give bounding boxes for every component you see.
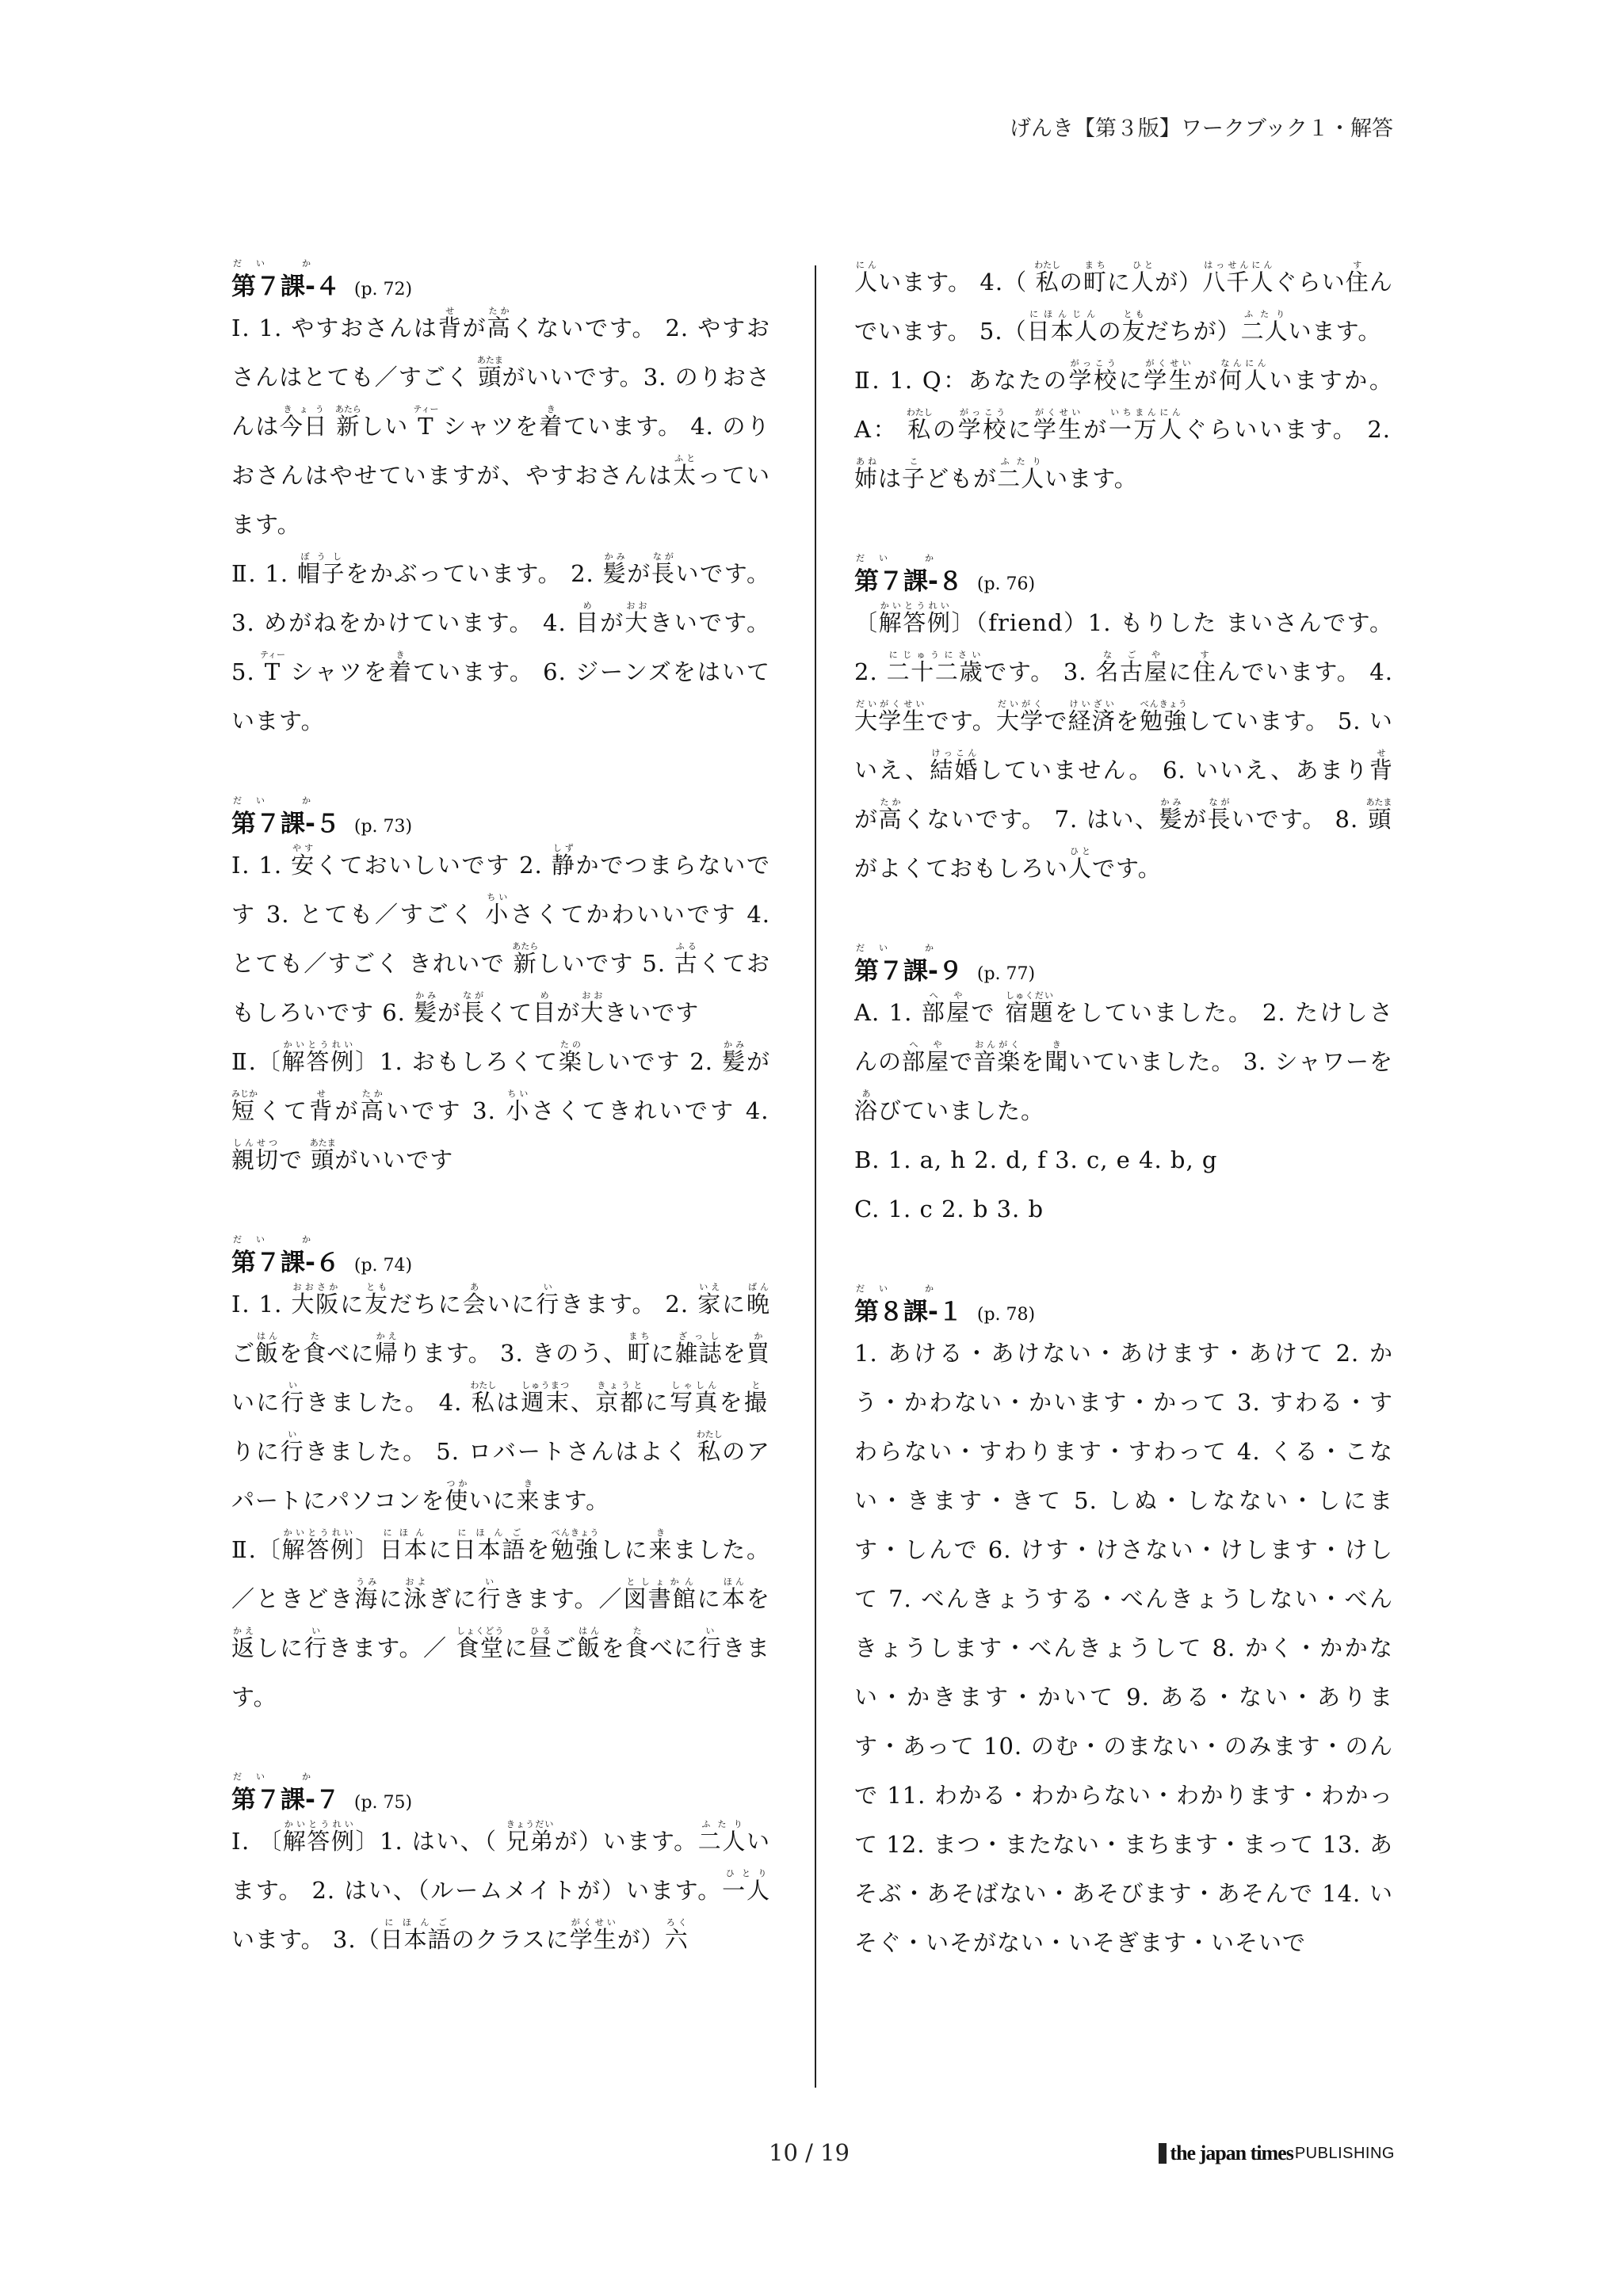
lesson-title-ruby: だい か (856, 1283, 948, 1294)
lesson-title: 第８課-１ (854, 1298, 963, 1326)
answer-paragraph: Ⅰ. 〔解答例かいとうれい〕1. はい、（ 兄弟きょうだいが）います。二人ふたりいます。 2. はい、（ルームメイトが）います。一人ひとりいます。 3.（日本語にほんごのクラスに学生がくせいが）六ろく (231, 1819, 770, 1953)
answer-paragraph: Ⅱ.〔解答例かいとうれい〕日本にほんに日本語にほんごを勉強べんきょうしに来きました。／ときどき海うみに泳およぎに行いきます。／図書館としょかんに本ほんを返かえしに行いきます。／ 食堂しょくどうに昼ひるご飯はんを食たべに行いきます。 (231, 1527, 770, 1711)
lesson-heading (854, 565, 1393, 598)
answer-paragraph: Ⅱ.〔解答例かいとうれい〕1. おもしろくて楽たのしいです 2. 髪かみが 短みじかくて背せが高たかいです 3. 小ちいさくてきれいです 4. 親切しんせつで 頭あたまがいいです (231, 1039, 770, 1173)
lesson-page-ref: (p. 74) (353, 1256, 413, 1276)
lesson-heading (854, 1295, 1393, 1329)
lesson-page-ref: (p. 76) (976, 574, 1036, 594)
column-divider (815, 265, 816, 2088)
answer-text (231, 841, 770, 1184)
lesson-section (231, 795, 770, 1184)
lesson-section (854, 552, 1393, 893)
lesson-section (854, 1283, 1393, 1967)
lesson-title-ruby: だい か (856, 943, 948, 953)
right-column (854, 257, 1393, 2016)
lesson-title: 第７課-６ (231, 1249, 340, 1277)
publisher-suffix: PUBLISHING (1294, 2144, 1395, 2162)
answer-paragraph: Ⅱ. 1. 帽子ぼうしをかぶっています。 2. 髪かみが長ながいです。 3. めがねをかけています。 4. 目めが大おおきいです。 5. Tティー シャツを着きています。 6. ジーンズをはいています。 (231, 551, 770, 734)
publisher-logo-icon (1159, 2143, 1167, 2164)
answer-text (854, 988, 1393, 1234)
lesson-section (854, 257, 1393, 503)
left-column (231, 257, 770, 2013)
answer-paragraph: B. 1. a, h 2. d, f 3. c, e 4. b, g (854, 1146, 1218, 1173)
lesson-section (231, 1771, 770, 1964)
lesson-page-ref: (p. 77) (976, 964, 1036, 984)
answer-paragraph: 人にんいます。 4.（ 私わたしの町まちに人ひとが）八千人はっせんにんぐらい住すんでいます。 5.（日本人にほんじんの友ともだちが）二人ふたりいます。 (854, 260, 1393, 345)
answer-paragraph: C. 1. c 2. b 3. b (854, 1196, 1044, 1222)
lesson-heading (231, 270, 770, 303)
lesson-title-ruby: だい か (233, 795, 325, 806)
lesson-section (854, 942, 1393, 1234)
answer-text (231, 303, 770, 746)
answer-text (854, 1329, 1393, 1967)
lesson-title-ruby: だい か (233, 1772, 325, 1782)
lesson-title-ruby: だい か (233, 1234, 325, 1245)
lesson-page-ref: (p. 73) (353, 817, 413, 837)
answer-text (854, 257, 1393, 503)
lesson-section (231, 257, 770, 746)
lesson-title: 第７課-４ (231, 273, 340, 301)
publisher-name: the japan times (1170, 2142, 1293, 2164)
lesson-section (231, 1234, 770, 1722)
lesson-heading (854, 955, 1393, 988)
lesson-title: 第７課-９ (854, 957, 963, 986)
answer-paragraph: Ⅰ. 1. 大阪おおさかに友ともだちに会あいに行いきます。 2. 家いえに晩ばんご飯はんを食たべに帰かえります。 3. きのう、町まちに雑誌ざっしを買かいに行いきました。 4. 私わたしは週末しゅうまつ、京都きょうとに写真しゃしんを撮とりに行いきました。 5. ロバートさんはよく 私わたしのアパートにパソコンを使つかいに来きます。 (231, 1282, 770, 1514)
lesson-page-ref: (p. 78) (976, 1305, 1036, 1325)
document-header-title: げんき【第３版】ワークブック１・解答 (1009, 116, 1393, 141)
answer-paragraph: Ⅰ. 1. やすおさんは背せが高たかくないです。 2. やすおさんはとても／すごく 頭あたまがいいです。3. のりおさんは今日きょう 新あたらしい Tティー シャツを着きています。 4. のりおさんはやせていますが、やすおさんは太ふとっています。 (231, 306, 770, 538)
answer-paragraph: 1. あける・あけない・あけます・あけて 2. かう・かわない・かいます・かって 3. すわる・すわらない・すわります・すわって 4. くる・こない・きます・きて 5. しぬ・しなない・しにます・しんで 6. けす・けさない・けします・けして 7. べんきょうする・べんきょうしない・べんきょうします・べんきょうして 8. かく・かかない・かきます・かいて 9. ある・ない・あります・あって 10. のむ・のまない・のみます・のんで 11. わかる・わからない・わかります・わかって 12. まつ・またない・まちます・まって 13. あそぶ・あそばない・あそびます・あそんで 14. いそぐ・いそがない・いそぎます・いそいで (854, 1340, 1393, 1956)
lesson-page-ref: (p. 72) (353, 280, 413, 299)
page-number: 10 / 19 (769, 2139, 850, 2166)
lesson-page-ref: (p. 75) (353, 1793, 413, 1813)
lesson-title: 第７課-８ (854, 567, 963, 596)
answer-paragraph: Ⅱ. 1. Q：あなたの学校がっこうに学生がくせいが何人なんにんいますか。 A： 私わたしの学校がっこうに学生がくせいが一万人いちまんにんぐらいいます。 2. 姉あねは子こどもが二人ふたりいます。 (854, 358, 1393, 492)
lesson-title-ruby: だい か (856, 553, 948, 563)
answer-text (231, 1280, 770, 1722)
publisher-logo (1159, 2142, 1395, 2165)
answer-text (231, 1817, 770, 1964)
answer-paragraph: 〔解答例かいとうれい〕（friend）1. もりした まいさんです。 2. 二十二歳にじゅうにさいです。 3. 名古屋なごやに住すんでいます。 4. 大学生だいがくせいです。大学だいがくで経済けいざいを勉強べんきょうしています。 5. いいえ、結婚けっこんしていません。 6. いいえ、あまり背せが高たかくないです。 7. はい、髪かみが長ながいです。 8. 頭あたまがよくておもしろい人ひとです。 (854, 601, 1393, 882)
lesson-heading (231, 1246, 770, 1280)
lesson-title: 第７課-５ (231, 810, 340, 838)
answer-text (854, 598, 1393, 893)
lesson-heading (231, 1783, 770, 1817)
answer-paragraph: Ⅰ. 1. 安やすくておいしいです 2. 静しずかでつまらないです 3. とても／すごく 小ちいさくてかわいいです 4. とても／すごく きれいで 新あたらしいです 5. 古ふるくておもしろいです 6. 髪かみが長ながくて目めが大おおきいです (231, 843, 770, 1026)
lesson-title-ruby: だい か (233, 258, 325, 269)
answer-paragraph: A. 1. 部屋へやで 宿題しゅくだいをしていました。 2. たけしさんの部屋へやで音楽おんがくを聞きいていました。 3. シャワーを浴あびていました。 (854, 990, 1393, 1124)
lesson-title: 第７課-７ (231, 1786, 340, 1814)
lesson-heading (231, 807, 770, 841)
